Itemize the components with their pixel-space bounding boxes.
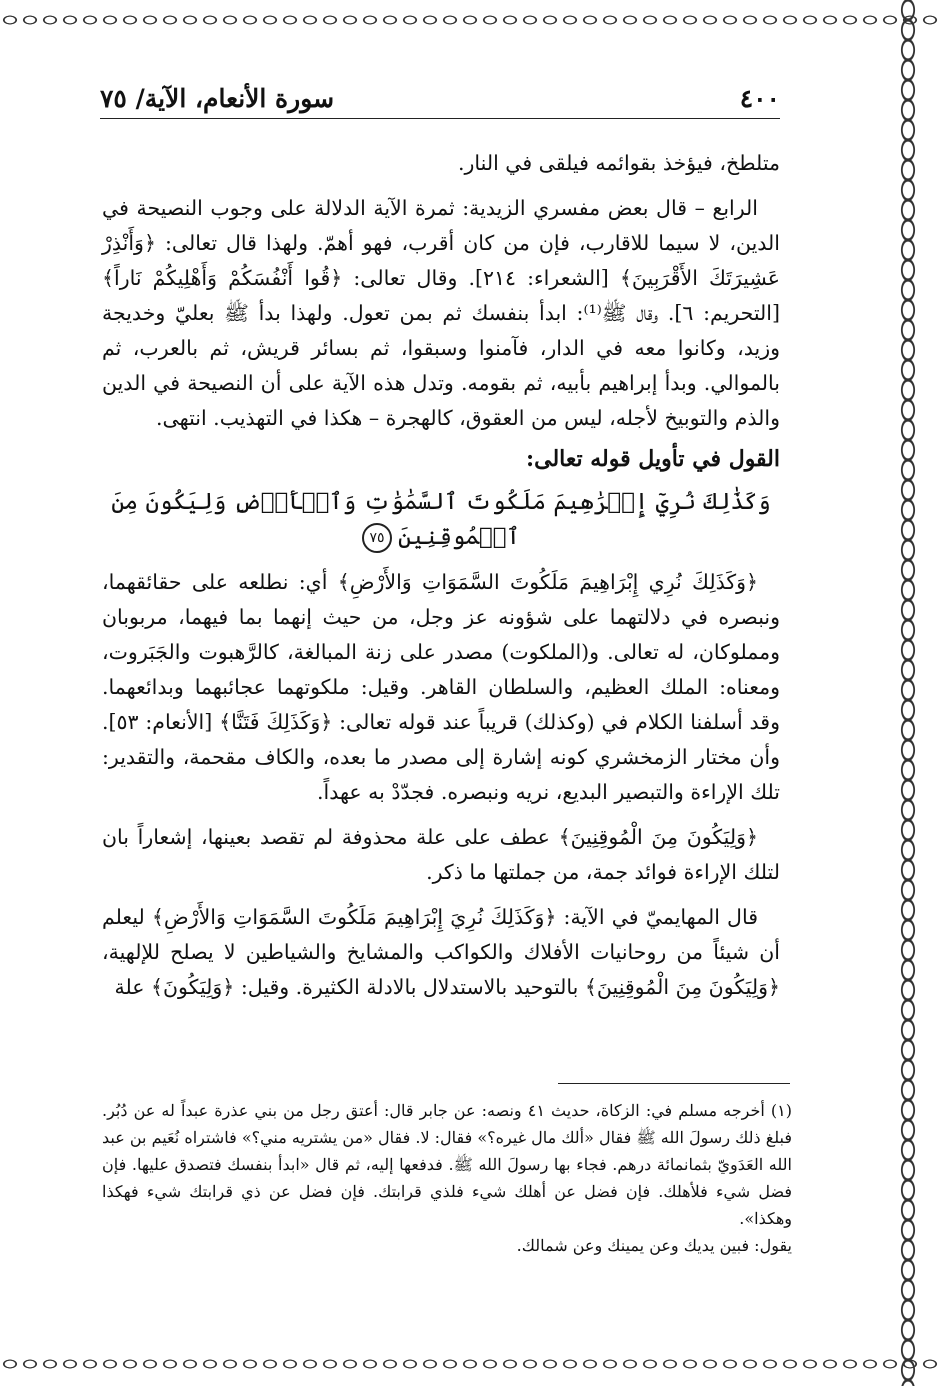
footnote-separator <box>558 1083 790 1084</box>
decorative-border-bottom <box>0 1354 939 1374</box>
paragraph-3: ﴿وَكَذَلِكَ نُرِي إِبْرَاهِيمَ مَلَكُوتَ السَّمَوَاتِ وَالأَرْضِ﴾ أي: نطلعه على حقائقهما، ونبصره في دلالتهما على شؤونه عز وجل، من حيث إنهما بما فيهما، مربوبان ومملوكان، له تعالى. و(الملكوت) مصدر على زنة المبالغة، كالرَّهبوت والجَبَروت، ومعناه: الملك العظيم، والسلطان القاهر. وقيل: ملكوتهما عجائبهما وبدائعهما. وقد أسلفنا الكلام في (وكذلك) قريباً عند قوله تعالى: ﴿وَكَذَلِكَ فَتَنَّا﴾ [الأنعام: ٥٣]. وأن مختار الزمخشري كونه إشارة إلى مصدر ما بعده، والكاف مقحمة، والتقدير: تلك الإراءة والتبصير البديع، نريه ونبصره. فجدّدْ به عهداً. <box>102 570 780 804</box>
verse-text: وَكَذَٰلِكَ نُرِيٓ إِبۡرَٰهِيمَ مَلَكُوتَ ٱلسَّمَٰوَٰتِ وَٱلۡأَرۡضِ وَلِيَكُونَ مِنَ ٱلۡمُوقِنِينَ <box>111 489 771 550</box>
main-text <box>102 146 780 1005</box>
decorative-border-top <box>0 10 939 30</box>
paragraph-5: قال المهايميّ في الآية: ﴿وَكَذَلِكَ نُرِيَ إِبْرَاهِيمَ مَلَكُوتَ السَّمَوَاتِ وَالأَرْضِ﴾ ليعلم أن شيئاً من روحانيات الأفلاك والكواكب والمشايخ والشياطين لا يصلح للإلهية، ﴿وَلِيَكُونَ مِنَ الْمُوقِنِينَ﴾ بالتوحيد بالاستدلال بالادلة الكثيرة. وقيل: ﴿وَلِيَكُونَ﴾ علة <box>102 905 780 999</box>
page-header <box>100 82 780 119</box>
paragraph-2: الرابع – قال بعض مفسري الزيدية: ثمرة الآية الدلالة على وجوب النصيحة في الدين، لا سيما للاقارب، فإن من كان أقرب، فهو أهمّ. ولهذا قال تعالى: ﴿وَأَنْذِرْ عَشِيرَتَكَ الأَقْرَبِينَ﴾ [الشعراء: ٢١٤]. وقال تعالى: ﴿قُوا أَنْفُسَكُمْ وَأَهْلِيكُمْ نَاراً﴾ [التحريم: ٦]. وقال ﷺ⁽¹⁾: ابدأ بنفسك ثم بمن تعول. ولهذا بدأ ﷺ بعليّ وخديجة وزيد، وكانوا معه في الدار، فآمنوا وسبقوا، ثم بسائر قريش، ثم بالعرب، ثم بالموالي. وبدأ إبراهيم بأبيه، ثم بقومه. وتدل هذه الآية على أن النصيحة في الدين والذم والتوبيخ لأجله، ليس من العقوق، كالهجرة – هكذا في التهذيب. انتهى. <box>102 196 780 430</box>
paragraph-4: ﴿وَلِيَكُونَ مِنَ الْمُوقِنِينَ﴾ عطف على علة محذوفة لم تقصد بعينها، إشعاراً بان لتلك الإراءة فوائد جمة، من جملتها ما ذكر. <box>102 825 780 884</box>
footnote-1-end: يقول: فبين يديك وعن يمينك وعن شمالك. <box>516 1236 792 1255</box>
ayah-number-mark: ٧٥ <box>362 523 392 553</box>
footnotes <box>102 1097 792 1259</box>
quran-verse <box>102 485 780 555</box>
section-heading: القول في تأويل قوله تعالى: <box>526 446 780 472</box>
paragraph-1: متلطخ، فيؤخذ بقوائمه فيلقى في النار. <box>457 151 780 175</box>
page-number: ٤٠٠ <box>739 84 780 113</box>
running-title: سورة الأنعام، الآية/ ٧٥ <box>100 84 335 113</box>
decorative-border-right <box>898 0 918 1386</box>
footnote-1: (١) أخرجه مسلم في: الزكاة، حديث ٤١ ونصه: عن جابر قال: أعتق رجل من بني عذرة عبداً له عن دُبُر. فبلغ ذلك رسولَ الله ﷺ فقال «ألك مال غيره؟» فقال: لا. فقال «من يشتريه مني؟» فاشتراه نُعَيم بن عبد الله العَدَويّ بثمانمائة درهم. فجاء بها رسولَ الله ﷺ. فدفعها إليه، ثم قال «ابدأ بنفسك فتصدق عليها. فإن فضل شيء فلأهلك. فإن فضل عن أهلك شيء فلذي قرابتك. فإن فضل عن ذي قرابتك شيء فهكذا وهكذا». <box>102 1101 792 1228</box>
